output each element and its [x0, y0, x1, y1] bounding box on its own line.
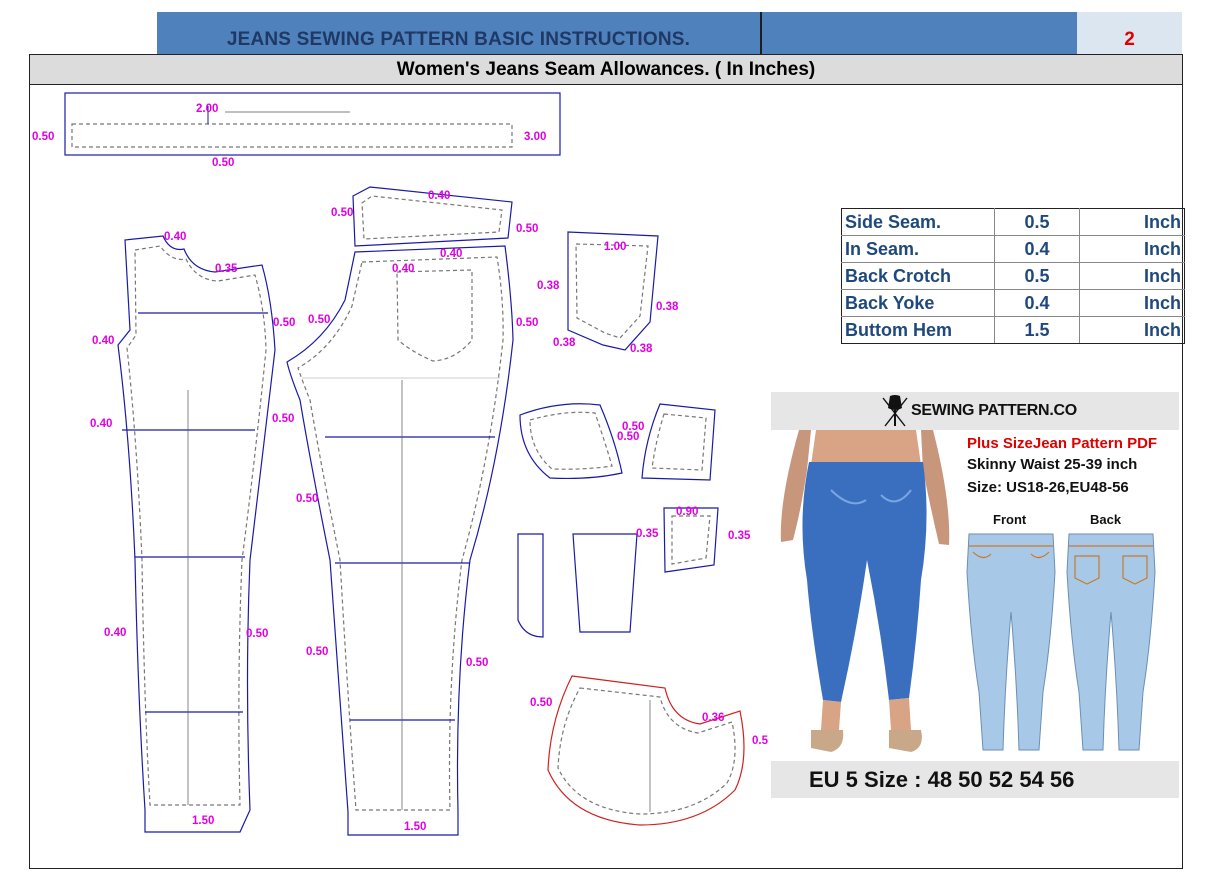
label-lining-far-right: 0.5: [752, 735, 768, 747]
label-yoke-left: 0.50: [331, 207, 354, 219]
seam-part: Back Crotch: [842, 263, 995, 290]
zip-shield-piece: [573, 534, 637, 632]
lining-piece: [548, 676, 744, 825]
front-label: Front: [993, 512, 1027, 527]
promo-sizes: Size: US18-26,EU48-56: [967, 479, 1129, 496]
label-back-side-left: 0.50: [308, 314, 331, 326]
seam-unit: Inch: [1080, 263, 1185, 290]
label-back-pocket: 0.40: [392, 263, 415, 275]
label-pocket-top: 1.00: [604, 241, 627, 253]
label-front-hem: 1.50: [192, 815, 215, 827]
label-lining-right: 0.36: [702, 712, 725, 724]
label-small-piece-right: 0.35: [728, 530, 751, 542]
label-pocket-right: 0.38: [656, 301, 679, 313]
seam-value: 0.5: [995, 263, 1080, 290]
label-front-leg-left: 0.40: [104, 627, 127, 639]
label-front-waist: 0.35: [215, 263, 238, 275]
promo-logo-bar: [771, 392, 1179, 430]
seam-row: [842, 263, 1185, 290]
label-back-leg-right: 0.50: [466, 657, 489, 669]
label-front-side-left-2: 0.40: [90, 418, 113, 430]
front-jeans-image: [961, 532, 1061, 752]
seam-part: Back Yoke: [842, 290, 995, 317]
page-number: 2: [1077, 12, 1182, 54]
label-back-leg-left-2: 0.50: [306, 646, 329, 658]
label-pocket-left: 0.38: [537, 280, 560, 292]
model-jeans-image: [771, 430, 961, 760]
label-facing-a: 0.50: [622, 421, 645, 433]
promo-logo: SEWING PATTERN.CO: [911, 402, 1077, 419]
page-subtitle: Women's Jeans Seam Allowances. ( In Inches): [30, 55, 1182, 85]
fly-piece: [518, 534, 543, 637]
seam-part: Side Seam.: [842, 209, 995, 236]
seam-unit: Inch: [1080, 209, 1185, 236]
label-front-yoke-top: 0.40: [164, 231, 187, 243]
seam-row: [842, 236, 1185, 263]
seam-row: [842, 209, 1185, 236]
promo-size-bar: [771, 761, 1179, 798]
promo-panel: [771, 392, 1179, 798]
label-small-piece-top: 0.90: [676, 506, 699, 518]
label-front-side-right: 0.50: [273, 317, 296, 329]
label-back-side-left-2: 0.50: [272, 413, 295, 425]
label-waistband-bottom: 0.50: [212, 157, 235, 169]
document-title: JEANS SEWING PATTERN BASIC INSTRUCTIONS.: [226, 29, 691, 50]
seam-unit: Inch: [1080, 317, 1185, 344]
label-front-leg-right: 0.50: [246, 628, 269, 640]
label-yoke-bottom: 0.40: [440, 248, 463, 260]
label-back-hem: 1.50: [404, 821, 427, 833]
promo-waist: Skinny Waist 25-39 inch: [967, 456, 1138, 473]
front-leg-piece: [118, 236, 275, 832]
seam-part: In Seam.: [842, 236, 995, 263]
seam-unit: Inch: [1080, 236, 1185, 263]
label-pocket-bottom-left: 0.38: [553, 337, 576, 349]
label-lining-left: 0.50: [530, 697, 553, 709]
label-pocket-bottom-right: 0.38: [630, 343, 653, 355]
promo-size-line: EU 5 Size : 48 50 52 54 56: [809, 767, 1075, 792]
seam-value: 1.5: [995, 317, 1080, 344]
label-waistband-top: 2.00: [196, 103, 219, 115]
label-back-leg-left: 0.50: [296, 493, 319, 505]
seam-row: [842, 290, 1185, 317]
back-jeans-image: [1061, 532, 1161, 752]
label-waistband-left: 0.50: [32, 131, 55, 143]
label-yoke-top: 0.40: [428, 190, 451, 202]
seam-row: [842, 317, 1185, 344]
label-yoke-right: 0.50: [516, 223, 539, 235]
seam-value: 0.4: [995, 290, 1080, 317]
dress-form-icon: [875, 392, 915, 430]
seam-value: 0.5: [995, 209, 1080, 236]
promo-headline: Plus SizeJean Pattern PDF: [967, 435, 1158, 452]
label-front-side-left: 0.40: [92, 335, 115, 347]
seam-part: Buttom Hem: [842, 317, 995, 344]
label-small-piece-left: 0.35: [636, 528, 659, 540]
label-back-side-right: 0.50: [516, 317, 539, 329]
seam-unit: Inch: [1080, 290, 1185, 317]
label-facing-b: 0.50: [617, 431, 640, 443]
seam-value: 0.4: [995, 236, 1080, 263]
back-leg-piece: [287, 246, 513, 835]
seam-allowance-table: [841, 208, 1185, 344]
back-label: Back: [1090, 512, 1122, 527]
label-waistband-right: 3.00: [524, 131, 547, 143]
